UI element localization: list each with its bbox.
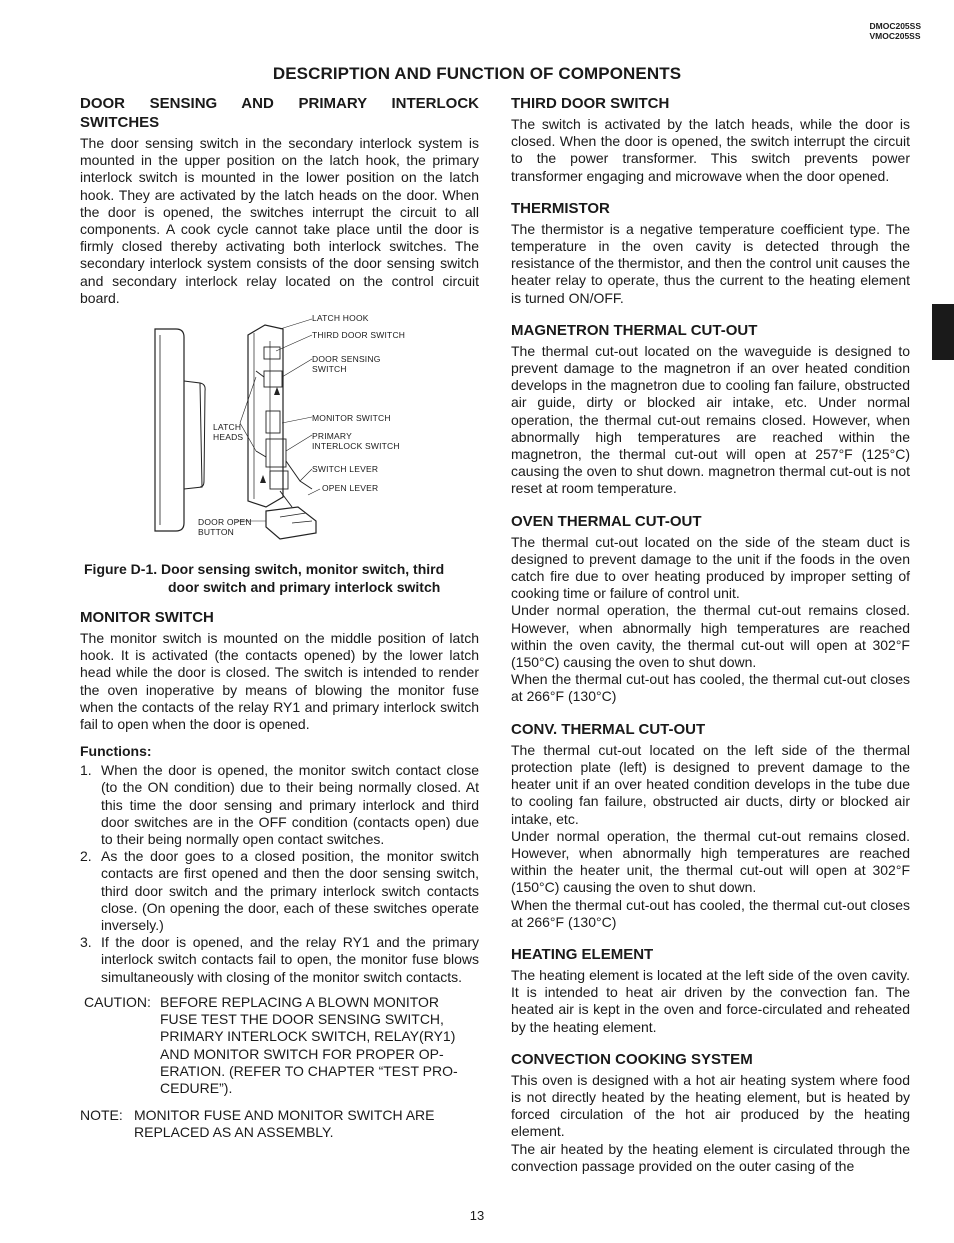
section-magnetron-cutout xyxy=(511,321,910,498)
note-block xyxy=(80,1107,479,1141)
label-line: BUTTON xyxy=(198,526,234,537)
functions-heading: Functions: xyxy=(80,743,152,760)
section-body-3: When the thermal cut-out has cooled, the thermal cut-out closes at 266°F (130°C) xyxy=(511,671,910,705)
functions-list xyxy=(80,762,479,986)
list-item xyxy=(80,848,479,934)
section-heading: HEATING ELEMENT xyxy=(511,945,654,963)
note-text: MONITOR FUSE AND MONITOR SWITCH ARE REPLACED AS AN ASSEMBLY. xyxy=(134,1107,435,1141)
label-line: INTERLOCK SWITCH xyxy=(312,440,400,451)
model-number-2: VMOC205SS xyxy=(869,31,921,41)
section-body: The monitor switch is mounted on the middle position of latch hook. It is activated (the contacts opened) by the lower latch head while the door is closed. The switch is intended to render the oven inoperative by means of blowing the monitor fuse when the contacts of the relay RY1 and primary interlock switch fail to open when the door is opened. xyxy=(80,630,479,733)
section-heading: DOOR SENSING AND PRIMARY INTERLOCK SWITCHES xyxy=(80,95,479,131)
section-heading: MAGNETRON THERMAL CUT-OUT xyxy=(511,321,758,339)
list-text: When the door is opened, the monitor switch contact close (to the ON condition) due to their being normally closed. At this time the door sensing and primary interlock and third door switches are in the OFF condition (contacts open) due to their being normally open contact switches. xyxy=(101,762,479,848)
section-convection-system xyxy=(511,1050,910,1175)
label-monitor-switch: MONITOR SWITCH xyxy=(312,413,391,424)
latch-hook xyxy=(248,325,283,507)
label-line: LATCH xyxy=(213,422,242,433)
label-latch-heads xyxy=(213,423,243,442)
caution-text: BEFORE REPLACING A BLOWN MONITOR FUSE TEST THE DOOR SENSING SWITCH, PRIMARY INTERLOCK SWITCH, RELAY(RY1) AND MONITOR SWITCH FOR PROPER OP-ERATION. (REFER TO CHAPTER “TEST PRO-CEDURE”). xyxy=(160,993,458,1096)
label-open-lever: OPEN LEVER xyxy=(322,483,379,494)
section-heading: THERMISTOR xyxy=(511,199,610,217)
section-body-1: The thermal cut-out located on the side of the steam duct is designed to prevent damage to the unit if the foods in the oven catch fire due to over heating produced by improper setting of cooking time or failure of control unit. xyxy=(511,533,910,602)
list-item xyxy=(80,934,479,986)
section-oven-cutout xyxy=(511,512,910,706)
section-body-1: This oven is designed with a hot air heating system where food is not directly heated by the heating element, but is heated by forced circulation of the hot air produced by the heating element. xyxy=(511,1071,910,1140)
section-body: The thermal cut-out located on the waveguide is designed to prevent damage to the magnetron if an over heated condition develops in the magnetron due to cooling fan failure, obstructed air guide, dirty or blocked air intake, etc. Under normal operation, the thermal cut-out remains closed. However, when abnormally high temperatures are reached within the magnetron, the thermal cut-out will open at 257°F (125°C) causing the oven to shut down. magnetron thermal cut-out is not reset at room temperature. xyxy=(511,342,910,497)
label-line: DOOR SENSING xyxy=(312,354,381,365)
section-body-2: Under normal operation, the thermal cut-out remains closed. However, when abnormally high temperatures are reached within the oven cavity, the thermal cut-out will open at 302°F (150°C) causing the oven to shut down. xyxy=(511,602,910,671)
label-line: PRIMARY xyxy=(312,431,352,442)
caution-tag: CAUTION: xyxy=(84,993,151,1010)
section-body: The switch is activated by the latch heads, while the door is closed. When the door is opened, the switch interrupt the circuit to the power transformer. This switch prevents power transformer engaging and microwave when the door opened. xyxy=(511,116,910,184)
label-line: HEADS xyxy=(213,431,244,442)
list-number: 3. xyxy=(80,934,92,951)
label-third-door-switch: THIRD DOOR SWITCH xyxy=(312,330,406,341)
section-body-3: When the thermal cut-out has cooled, the thermal cut-out closes at 266°F (130°C) xyxy=(511,896,910,930)
label-switch-lever: SWITCH LEVER xyxy=(312,464,379,475)
door-panel xyxy=(155,329,184,531)
list-number: 1. xyxy=(80,762,92,779)
section-heading: MONITOR SWITCH xyxy=(80,609,214,627)
section-tab xyxy=(932,304,954,360)
section-heading: OVEN THERMAL CUT-OUT xyxy=(511,512,702,530)
latch-diagram xyxy=(80,311,479,551)
label-door-sensing-switch xyxy=(312,355,381,374)
section-conv-cutout xyxy=(511,720,910,931)
model-number-1: DMOC205SS xyxy=(869,21,921,31)
list-text: As the door goes to a closed position, the monitor switch contacts are first opened and then the door sensing switch, third door switch and the primary interlock switch contacts close. (On opening the door, each of these switches operate inversely.) xyxy=(101,848,479,934)
right-column xyxy=(511,94,910,1189)
section-body-2: Under normal operation, the thermal cut-out remains closed. However, when abnormally high temperatures are reached within the heater unit, the thermal cut-out will open at 302°F (150°C) causing the oven to shut down. xyxy=(511,827,910,896)
page-title: DESCRIPTION AND FUNCTION OF COMPONENTS xyxy=(272,64,682,83)
figure-caption xyxy=(84,561,479,596)
section-body-2: The air heated by the heating element is circulated through the convection passage provided on the outer casing of the xyxy=(511,1140,910,1174)
label-door-open-button xyxy=(198,518,252,537)
section-third-door-switch xyxy=(511,94,910,185)
section-heating-element xyxy=(511,945,910,1036)
left-column xyxy=(80,94,479,1156)
section-door-sensing xyxy=(80,94,479,307)
caption-line-2: door switch and primary interlock switch xyxy=(168,578,441,595)
section-heading: CONV. THERMAL CUT-OUT xyxy=(511,720,706,738)
section-body: The heating element is located at the left side of the oven cavity. It is intended to heat air driven by the convection fan. The heated air is kept in the oven and force-circulated and reheated by the heating element. xyxy=(511,966,910,1035)
door-open-button xyxy=(266,507,316,539)
section-heading: CONVECTION COOKING SYSTEM xyxy=(511,1050,753,1068)
caption-line-1: Figure D-1. Door sensing switch, monitor switch, third xyxy=(84,561,445,578)
label-line: SWITCH xyxy=(312,363,347,374)
list-text: If the door is opened, and the relay RY1 and the primary interlock switch contacts fail to open, the monitor fuse blows simultaneously with closing of the monitor switch contacts. xyxy=(101,934,479,985)
caution-block xyxy=(80,994,479,1097)
list-number: 2. xyxy=(80,848,92,865)
section-thermistor xyxy=(511,199,910,307)
section-monitor-switch xyxy=(80,608,479,1141)
page-number: 13 xyxy=(469,1208,485,1223)
section-heading: THIRD DOOR SWITCH xyxy=(511,95,670,112)
model-numbers xyxy=(870,21,922,41)
label-primary-interlock-switch xyxy=(312,432,400,451)
list-item xyxy=(80,762,479,848)
note-tag: NOTE: xyxy=(80,1107,123,1124)
section-body: The door sensing switch in the secondary interlock system is mounted in the upper position on the latch hook, the primary interlock switch is mounted in the lower position on the latch hook. They are activated by the latch heads on the door. When the door is opened, the switches interrupt the circuit to all components. A cook cycle cannot take place until the door is firmly closed thereby activating both interlock switches. The secondary interlock system consists of the door sensing switch and secondary interlock relay located on the control circuit board. xyxy=(80,135,479,306)
section-body-1: The thermal cut-out located on the left side of the thermal protection plate (left) is designed to prevent damage to the heater unit if an over heated condition develops in the tube due to cooling fan failure, obstructed air ducts, dirty or blocked air intake, etc. xyxy=(511,741,910,827)
figure-d1 xyxy=(80,311,479,551)
label-latch-hook: LATCH HOOK xyxy=(312,313,369,324)
section-body: The thermistor is a negative temperature coefficient type. The temperature in the oven cavity is detected through the resistance of the thermistor, and then the control unit causes the heater relay to operate, thus the current to the heating element is turned ON/OFF. xyxy=(511,220,910,306)
label-line: DOOR OPEN xyxy=(198,517,252,528)
